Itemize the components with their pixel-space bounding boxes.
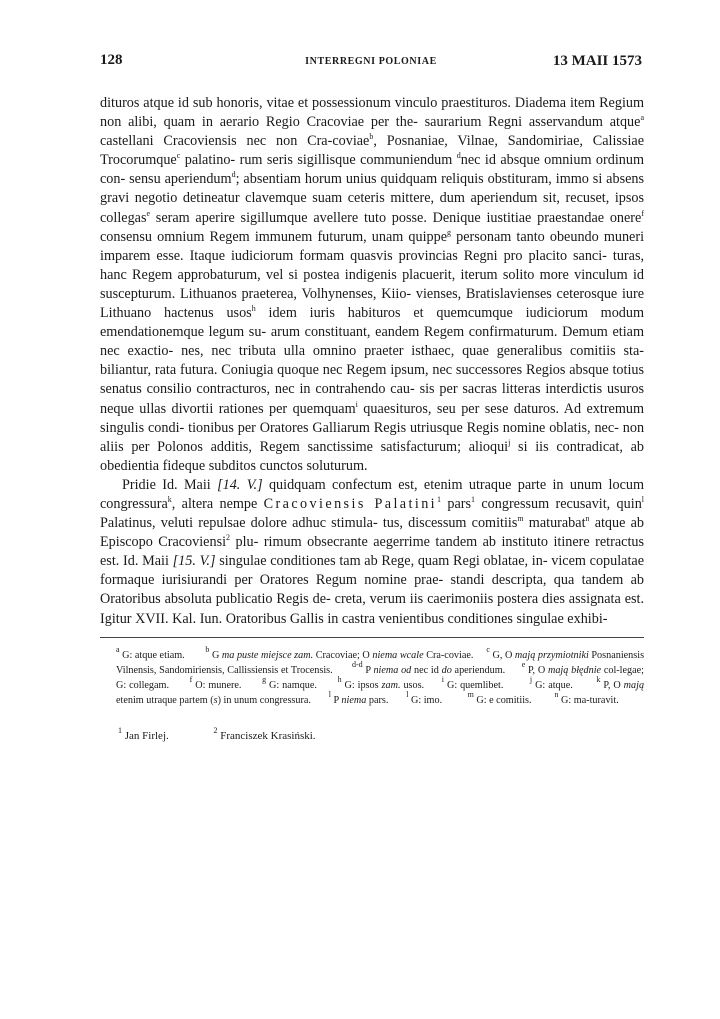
critical-apparatus: $^a$ G: atque etiam. $^b$ G ma puste miejsce zam. Cracoviae; O niema wcale Cra-coviae. $^c$ G, O mają przymiotniki Posnaniensis Vilnensis, Sandomiriensis, Callissiensis et Trocensis. $^{d-d}$ P niema od nec id do aperiendum. $^e$ P, O mają błędnie col-legae; G: collegam. $^f$ O: munere. $^g$ G: namque. $^h$ G: ipsos zam. usos. $^i$ G: quemlibet. $^j$ G: atque. $^k$ P, O mają etenim utraque partem (s) in unum congressura. $^l$ P niema pars. $^l$ G: imo. $^m$ G: e comitiis. $^n$ G: ma-turavit. — [116, 644, 645, 707]
running-title: INTERREGNI POLONIAE — [305, 56, 437, 67]
paragraph-1: dituros atque id sub honoris, vitae et possessionum vinculo praestituros. Diadema item Regium non alibi, quam in aerario Regio Cracoviae per the- saurarium Regni asservandum atque$^a$ castellani Cracoviensis nec non Cra-coviae$^b$, Posnaniae, Vilnae, Sandomiriae, Calissiae Trocorumque$^c$ palatino- rum seris sigillisque communiendum $^d$nec id absque omnium ordinum con- sensu aperiendum$^d$; absentiam horum unius quidquam reliquis obstituram, immo si absens gravi negotio detineatur clavemque suam ceteris mittere, dum aperiendum sit, recuset, ipsos collegas$^e$ seram aperire sigillumque avellere tuto posse. Denique iustitiae praestandae onere$^f$ consensu omnium Regem immunem futurum, unam quippe$^g$ personam tanto obeundo muneri imparem esse. Itaque iudiciorum formam quasvis provincias Regni pro placito sanci- turas, hanc Regem approbaturum, vel si postea indigenis placuerit, iterum solito more vinculum id suscepturum. Lithuanos praeterea, Volhynenses, Kiio- vienses, Bratislavienses ceterosque iure Lithuano hactenus usos$^h$ idem iuris habituros et quemcumque iudiciorum modum emendationemque legum su- arum constituant, eandem Regem confirmaturum. Demum etiam nec exactio- nes, nec tributa ulla omnino praeter isthaec, quae generalibus comitiis sta- biliantur, rata futura. Coniugia quoque nec Regem ipsum, nec successores Regios absque totius senatus consilio contracturos, nec in contrahendo cau- sis per sacras litteras interdictis usuros neque ullas divortii rationes per quemquam$^i$ quaesituros, seu per sese daturos. Ad extremum singulis condi- tionibus per Oratores Galliarum Regis utriusque Regis nomine oblatis, nec- non aliis per Polonos additis, Regem sanctissime satisfacturum; alioqui$^j$ si iis contradicat, ab obedientia fideque subditos cunctos soluturum. — [100, 95, 645, 474]
person-note: $^2$ Franciszek Krasiński. — [213, 726, 316, 743]
paragraph-2: Pridie Id. Maii [14. V.] quidquam confectum est, etenim utraque parte in unum locum congressura$^k$, altera nempe Cracoviensis Palatini$^1$ pars$^1$ congressum recusavit, quin$^l$ Palatinus, veluti repulsae dolore adhuc stimula- tus, discessum comitiis$^m$ maturabat$^n$ atque ab Episcopo Cracoviensi$^2$ plu- rimum obsecrante aegerrime tandem ab instituto itinere retractus est. Id. Maii [15. V.] singulae conditiones tam ab Rege, quam Regi oblatae, in- vicem copulatae formaque iurisiurandi per Oratores Regum nomine prae- standi descripta, qua tandem ab Oratoribus absoluta publicatio Regis de- creta, verum iis caerimoniis postera dies assignata est. Igitur XVII. Kal. Iun. Oratoribus Gallis in castra venientibus conditiones singulae exhibi- — [100, 476, 645, 627]
person-notes — [118, 726, 646, 743]
header-date: 13 MAII 1573 — [552, 53, 642, 69]
spaced-name: Cracoviensis Palatini — [263, 495, 438, 512]
page-number: 128 — [100, 52, 123, 68]
main-text — [100, 94, 644, 629]
footnote-divider — [100, 637, 644, 638]
book-page — [96, 50, 646, 742]
person-note: $^1$ Jan Firlej. — [118, 726, 169, 743]
running-header — [96, 50, 646, 74]
